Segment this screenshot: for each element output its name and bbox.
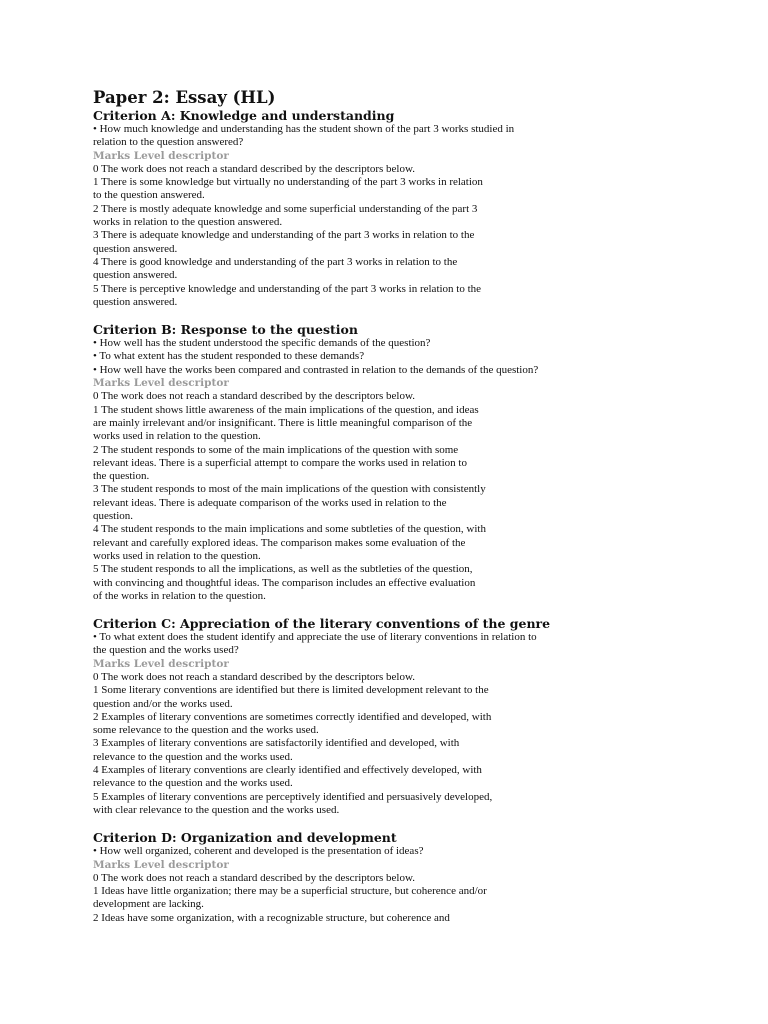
guiding-question-line: • How much knowledge and understanding has the student shown of the part 3 works studied in [93, 123, 515, 135]
criterion-section [93, 108, 713, 322]
descriptor-line: 5 Examples of literary conventions are perceptively identified and persuasively developed, [93, 790, 493, 803]
document-page [93, 88, 713, 925]
descriptor-line: relevant ideas. There is adequate comparison of the works used in relation to the [93, 496, 447, 509]
descriptor-line: the question. [93, 470, 150, 483]
section-spacer [93, 603, 713, 616]
criterion-heading: Criterion D: Organization and development [93, 830, 397, 846]
descriptor-line: 1 Ideas have little organization; there may be a superficial structure, but coherence and/or [93, 885, 487, 898]
descriptor-line: works used in relation to the question. [93, 549, 261, 562]
descriptor-line: 2 Examples of literary conventions are sometimes correctly identified and developed, with [93, 710, 492, 723]
descriptor-line: works in relation to the question answered. [93, 216, 283, 229]
descriptor-line: relevant and carefully explored ideas. The comparison makes some evaluation of the [93, 536, 466, 549]
criterion-section [93, 322, 713, 616]
descriptor-line: question answered. [93, 242, 178, 255]
guiding-question-line: the question and the works used? [93, 644, 239, 657]
descriptor-line: question and/or the works used. [93, 697, 233, 710]
descriptor-line: with convincing and thoughtful ideas. The comparison includes an effective evaluation [93, 576, 476, 589]
descriptor-line: works used in relation to the question. [93, 430, 261, 443]
descriptor-line: 3 Examples of literary conventions are satisfactorily identified and developed, with [93, 737, 460, 750]
marks-level-header: Marks Level descriptor [93, 858, 229, 871]
descriptor-line: 0 The work does not reach a standard described by the descriptors below. [93, 871, 415, 884]
descriptor-line: 2 There is mostly adequate knowledge and some superficial understanding of the part 3 [93, 202, 478, 215]
descriptor-line: 0 The work does not reach a standard described by the descriptors below. [93, 162, 415, 175]
guiding-question-line: • How well have the works been compared and contrasted in relation to the demands of the question? [93, 363, 539, 376]
descriptor-line: 2 The student responds to some of the main implications of the question with some [93, 443, 459, 456]
criteria-sections [93, 108, 713, 925]
descriptor-line: 2 Ideas have some organization, with a recognizable structure, but coherence and [93, 911, 450, 924]
descriptor-line: question. [93, 510, 134, 523]
criterion-section [93, 830, 713, 925]
descriptor-line: relevant ideas. There is a superficial attempt to compare the works used in relation to [93, 456, 467, 469]
criterion-heading: Criterion A: Knowledge and understanding [93, 108, 395, 123]
descriptor-line: relevance to the question and the works used. [93, 750, 293, 763]
criterion-heading: Criterion C: Appreciation of the literary conventions of the genre [93, 616, 551, 632]
guiding-question-line: • How well organized, coherent and developed is the presentation of ideas? [93, 845, 424, 858]
descriptor-line: 3 There is adequate knowledge and understanding of the part 3 works in relation to the [93, 229, 475, 242]
guiding-question-line: • To what extent does the student identify and appreciate the use of literary conventions in relation to [93, 631, 537, 644]
descriptor-line: with clear relevance to the question and the works used. [93, 803, 340, 816]
descriptor-line: some relevance to the question and the works used. [93, 724, 319, 737]
descriptor-line: 1 There is some knowledge but virtually no understanding of the part 3 works in relation [93, 176, 483, 189]
descriptor-line: 4 There is good knowledge and understanding of the part 3 works in relation to the [93, 255, 458, 268]
descriptor-line: 5 The student responds to all the implications, as well as the subtleties of the question, [93, 563, 473, 576]
section-spacer [93, 309, 713, 322]
descriptor-line: development are lacking. [93, 898, 204, 911]
criterion-heading: Criterion B: Response to the question [93, 322, 358, 338]
section-spacer [93, 817, 713, 830]
descriptor-line: 4 The student responds to the main implications and some subtleties of the question, with [93, 523, 486, 536]
marks-level-header: Marks Level descriptor [93, 149, 229, 162]
descriptor-line: of the works in relation to the question. [93, 589, 266, 602]
criterion-section [93, 616, 713, 830]
descriptor-line: question answered. [93, 295, 178, 308]
descriptor-line: relevance to the question and the works used. [93, 777, 293, 790]
marks-level-header: Marks Level descriptor [93, 657, 229, 670]
descriptor-line: 0 The work does not reach a standard described by the descriptors below. [93, 670, 415, 683]
descriptor-line: 5 There is perceptive knowledge and understanding of the part 3 works in relation to the [93, 282, 482, 295]
descriptor-line: 1 The student shows little awareness of the main implications of the question, and ideas [93, 403, 479, 416]
page-title: Paper 2: Essay (HL) [93, 88, 276, 107]
descriptor-line: 4 Examples of literary conventions are clearly identified and effectively developed, with [93, 764, 482, 777]
guiding-question-line: • To what extent has the student responded to these demands? [93, 350, 365, 363]
descriptor-line: 1 Some literary conventions are identified but there is limited development relevant to the [93, 684, 489, 697]
descriptor-line: 3 The student responds to most of the main implications of the question with consistently [93, 483, 486, 496]
descriptor-line: are mainly irrelevant and/or insignificant. There is little meaningful comparison of the [93, 416, 473, 429]
descriptor-line: 0 The work does not reach a standard described by the descriptors below. [93, 390, 415, 403]
descriptor-line: to the question answered. [93, 189, 205, 202]
guiding-question-line: • How well has the student understood the specific demands of the question? [93, 337, 431, 350]
marks-level-header: Marks Level descriptor [93, 377, 229, 390]
descriptor-line: question answered. [93, 269, 178, 282]
guiding-question-line: relation to the question answered? [93, 136, 244, 149]
